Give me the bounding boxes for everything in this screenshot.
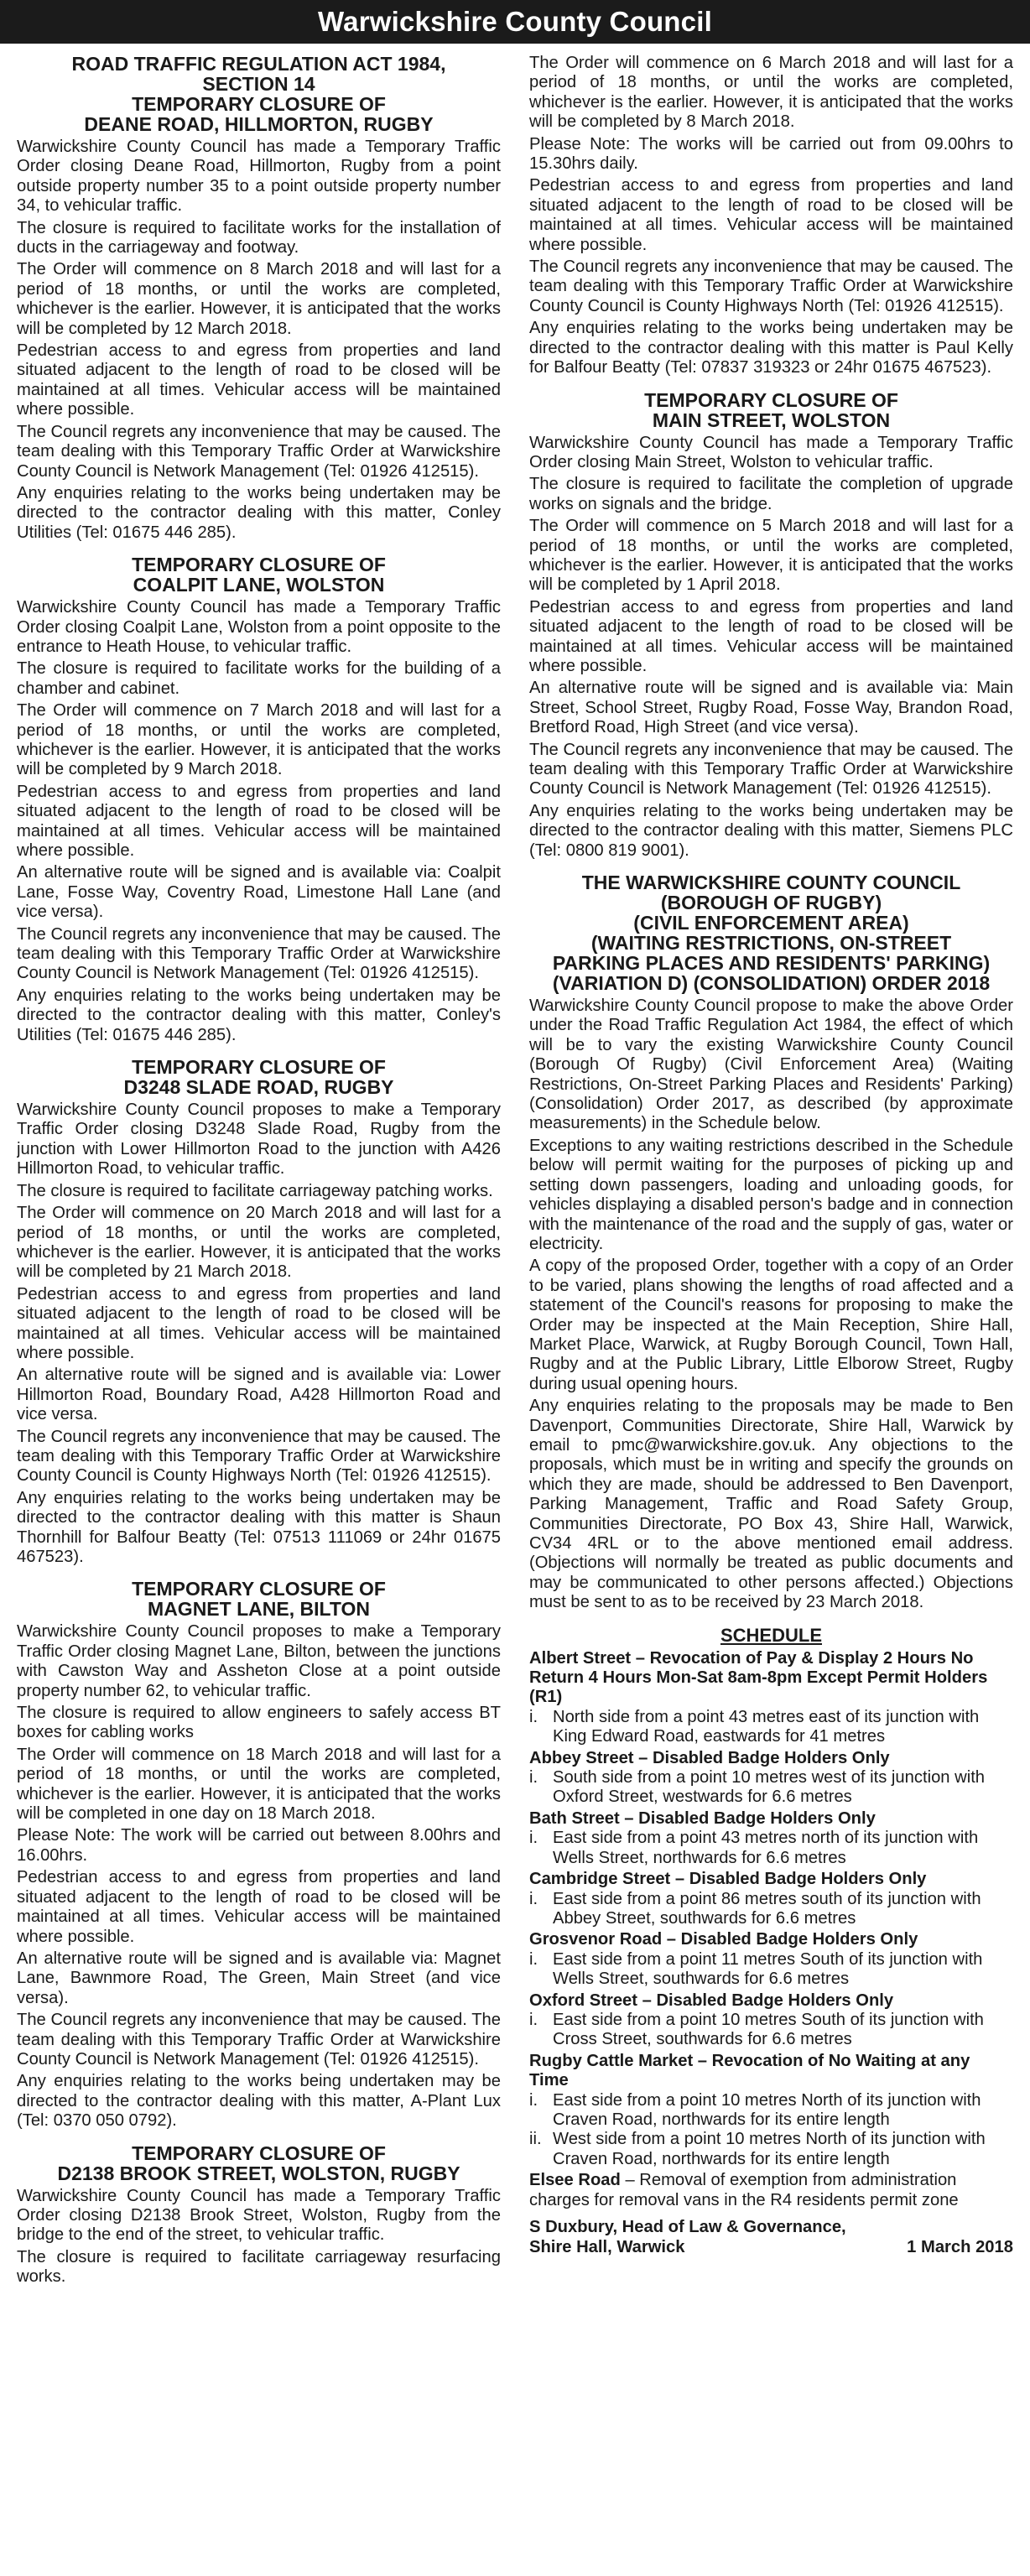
notice xyxy=(17,1579,501,2131)
notice-paragraph: Warwickshire County Council has made a Temporary Traffic Order closing Main Street, Wolston to vehicular traffic. xyxy=(529,433,1013,471)
notice-paragraph: The Council regrets any inconvenience that may be caused. The team dealing with this Temporary Traffic Order at Warwickshire County Council is Network Management (Tel: 01926 412515). xyxy=(17,2011,501,2069)
notice-heading-line: COALPIT LANE, WOLSTON xyxy=(133,574,385,596)
schedule-item xyxy=(529,1930,1013,1989)
notice-heading xyxy=(17,554,501,595)
notice-paragraph: The Order will commence on 6 March 2018 and will last for a period of 18 months, or until the works are completed, whichever is the earlier. However, it is anticipated that the works will be completed by 8 March 2018. xyxy=(529,54,1013,132)
schedule-entry-text: East side from a point 86 metres south of its junction with Abbey Street, southwards for 6.6 metres xyxy=(553,1889,981,1928)
notice-paragraph: The Order will commence on 7 March 2018 and will last for a period of 18 months, or until the works are completed, whichever is the earlier. However, it is anticipated that the works will be completed by 9 March 2018. xyxy=(17,701,501,779)
schedule-entry-text: East side from a point 10 metres South of its junction with Cross Street, southwards for 6.6 metres xyxy=(553,2010,984,2049)
schedule-entry-text: East side from a point 11 metres South of its junction with Wells Street, southwards for 6.6 metres xyxy=(553,1949,983,1989)
schedule-title: SCHEDULE xyxy=(720,1624,822,1646)
notice-paragraph: The Order will commence on 20 March 2018 and will last for a period of 18 months, or until the works are completed, whichever is the earlier. However, it is anticipated that the works will be completed by 21 March 2018. xyxy=(17,1204,501,1282)
notice-heading xyxy=(17,1057,501,1097)
notice-heading-line: ROAD TRAFFIC REGULATION ACT 1984, xyxy=(71,54,446,75)
signoff-date: 1 March 2018 xyxy=(907,2238,1013,2256)
notice-paragraph: Any enquiries relating to the works being undertaken may be directed to the contractor dealing with this matter, Conley Utilities (Tel: 01675 446 285). xyxy=(17,483,501,542)
schedule-item-heading xyxy=(529,2052,1013,2091)
notice-paragraph: The closure is required to facilitate carriageway resurfacing works. xyxy=(17,2247,501,2287)
notice-paragraph: Pedestrian access to and egress from properties and land situated adjacent to the length of road to be closed will be maintained at all times. Vehicular access will be maintained where possible. xyxy=(17,1284,501,1362)
schedule-item-heading xyxy=(529,1870,1013,1889)
notice xyxy=(17,1057,501,1567)
notice-heading xyxy=(529,390,1013,430)
notice-paragraph: Pedestrian access to and egress from properties and land situated adjacent to the length of road to be closed will be maintained at all times. Vehicular access will be maintained where possible. xyxy=(529,597,1013,675)
notice-paragraph: Any enquiries relating to the works being undertaken may be directed to the contractor dealing with this matter is Shaun Thornhill for Balfour Beatty (Tel: 07513 111069 or 24hr 01675 467523). xyxy=(17,1488,501,1566)
schedule-entry xyxy=(529,1950,1013,1990)
notice-paragraph: The closure is required to facilitate carriageway patching works. xyxy=(17,1181,493,1200)
notice-paragraph: Please Note: The works will be carried out from 09.00hrs to 15.30hrs daily. xyxy=(529,134,1013,174)
signoff-name: S Duxbury, Head of Law & Governance, xyxy=(529,2218,846,2236)
schedule-entry xyxy=(529,2091,1013,2131)
schedule-item-heading xyxy=(529,1649,1013,1708)
schedule-street: Rugby Cattle Market – Revocation of No Waiting at any Time xyxy=(529,2051,970,2090)
notice-paragraph: Warwickshire County Council has made a Temporary Traffic Order closing D2138 Brook Street, Wolston, Rugby from the bridge to the end of the street, to vehicular traffic. xyxy=(17,2186,501,2245)
schedule-item-heading xyxy=(529,1930,1013,1949)
notice-heading-line: THE WARWICKSHIRE COUNTY COUNCIL xyxy=(581,872,961,894)
notice-paragraph: The closure is required to allow engineers to safely access BT boxes for cabling works xyxy=(17,1704,501,1742)
notice xyxy=(17,554,501,1045)
notice-paragraph: Pedestrian access to and egress from properties and land situated adjacent to the length of road to be closed will be maintained at all times. Vehicular access will be maintained where possible. xyxy=(529,176,1013,254)
schedule-item xyxy=(529,2052,1013,2169)
schedule-entry xyxy=(529,2011,1013,2050)
notice-paragraph: An alternative route will be signed and is available via: Coalpit Lane, Fosse Way, Coventry Road, Limestone Hall Lane (and vice versa). xyxy=(17,863,501,922)
schedule-item xyxy=(529,1749,1013,1808)
schedule-item-heading xyxy=(529,1749,1013,1768)
notice-paragraph: Any enquiries relating to the works being undertaken may be directed to the contractor dealing with this matter is Paul Kelly for Balfour Beatty (Tel: 07837 319323 or 24hr 01675 467523). xyxy=(529,319,1013,377)
notice-heading-line: SECTION 14 xyxy=(202,73,315,95)
schedule-street: Grosvenor Road – Disabled Badge Holders Only xyxy=(529,1930,918,1949)
right-notices xyxy=(529,54,1013,1613)
notice-heading-line: TEMPORARY CLOSURE OF xyxy=(132,554,386,576)
schedule-entry-number: i. xyxy=(529,1707,538,1726)
schedule-entry-text: North side from a point 43 metres east of its junction with King Edward Road, eastwards for 41 metres xyxy=(553,1707,980,1746)
notice-heading-line: (WAITING RESTRICTIONS, ON-STREET xyxy=(590,932,952,955)
notice-paragraph: Warwickshire County Council proposes to make a Temporary Traffic Order closing Magnet Lane, Bilton, between the junctions with Cawston Way and Assheton Close at a point outside property number 62, to vehicular traffic. xyxy=(17,1622,501,1700)
schedule-entry-text: South side from a point 10 metres west of its junction with Oxford Street, westwards for 6.6 metres xyxy=(553,1768,986,1807)
schedule-item xyxy=(529,2171,1013,2210)
notice-heading xyxy=(17,2143,501,2183)
notice-paragraph: Pedestrian access to and egress from properties and land situated adjacent to the length of road to be closed will be maintained at all times. Vehicular access will be maintained where possible. xyxy=(17,782,501,860)
notice xyxy=(17,2143,501,2287)
schedule-item xyxy=(529,1649,1013,1747)
notice-heading-line: TEMPORARY CLOSURE OF xyxy=(132,2141,386,2164)
notice-paragraph: The Council regrets any inconvenience that may be caused. The team dealing with this Temporary Traffic Order at Warwickshire County Council is Network Management (Tel: 01926 412515). xyxy=(17,422,501,481)
notice-heading-line: MAIN STREET, WOLSTON xyxy=(652,409,891,431)
schedule-street: Elsee Road xyxy=(529,2171,621,2190)
schedule-street: Cambridge Street – Disabled Badge Holders Only xyxy=(529,1870,927,1889)
schedule-item xyxy=(529,1991,1013,2050)
schedule-entry-number: i. xyxy=(529,2010,538,2029)
right-column xyxy=(529,54,1013,2576)
schedule-street: Albert Street – Revocation of Pay & Display 2 Hours No Return 4 Hours Mon-Sat 8am-8pm Except Permit Holders (R1) xyxy=(529,1648,988,1707)
schedule xyxy=(529,1625,1013,2210)
schedule-entry-number: i. xyxy=(529,1889,538,1908)
notice-paragraph: The closure is required to facilitate works for the installation of ducts in the carriageway and footway. xyxy=(17,218,501,258)
schedule-street: Oxford Street – Disabled Badge Holders Only xyxy=(529,1991,894,2010)
left-column xyxy=(17,54,501,2576)
notice-paragraph: Any enquiries relating to the proposals may be made to Ben Davenport, Communities Directorate, Shire Hall, Warwick by email to pmc@warwickshire.gov.uk. Any objections to the proposals, which must be in writing and specify the grounds on which they are made, should be addressed to Ben Davenport, Parking Management, Traffic and Road Safety Group, Communities Directorate, PO Box 43, Shire Hall, Warwick, CV34 4RL or to the above mentioned email address. (Objections will normally be treated as public documents and may be communicated to other persons affected.) Objections must be sent to as to be received by 23 March 2018. xyxy=(529,1397,1013,1612)
schedule-entry-number: i. xyxy=(529,1829,538,1848)
schedule-entry-text: East side from a point 43 metres north of its junction with Wells Street, northwards for 6.6 metres xyxy=(553,1829,979,1867)
notice-paragraph: Warwickshire County Council proposes to make a Temporary Traffic Order closing D3248 Slade Road, Rugby from the junction with Lower Hillmorton Road to the junction with A426 Hillmorton Road, to vehicular traffic. xyxy=(17,1101,501,1179)
schedule-item xyxy=(529,1870,1013,1928)
schedule-item-description: – Removal of exemption from administration charges for removal vans in the R4 residents permit zone xyxy=(529,2171,959,2209)
council-banner xyxy=(0,0,1030,44)
schedule-item-heading xyxy=(529,1809,1013,1829)
notice-paragraph: Please Note: The work will be carried out between 8.00hrs and 16.00hrs. xyxy=(17,1826,501,1865)
notice-paragraph: An alternative route will be signed and is available via: Main Street, School Street, Rugby Road, Fosse Way, Brandon Road, Bretford Road, High Street (and vice versa). xyxy=(529,679,1013,737)
notice-paragraph: The closure is required to facilitate the completion of upgrade works on signals and the bridge. xyxy=(529,475,1013,513)
schedule-entry-number: i. xyxy=(529,1768,538,1788)
schedule-item xyxy=(529,1809,1013,1868)
notice-heading-line: TEMPORARY CLOSURE OF xyxy=(132,1056,386,1079)
notice-heading-line: D2138 BROOK STREET, WOLSTON, RUGBY xyxy=(57,2162,460,2184)
notice-paragraph: Any enquiries relating to the works being undertaken may be directed to the contractor dealing with this matter, Siemens PLC (Tel: 0800 819 9001). xyxy=(529,801,1013,860)
schedule-entry xyxy=(529,2130,1013,2169)
notice-paragraph: Any enquiries relating to the works being undertaken may be directed to the contractor dealing with this matter, A-Plant Lux (Tel: 0370 050 0792). xyxy=(17,2072,501,2131)
banner-title: Warwickshire County Council xyxy=(318,6,712,37)
notice xyxy=(529,390,1013,861)
notice-paragraph: The Order will commence on 5 March 2018 and will last for a period of 18 months, or until the works are completed, whichever is the earlier. However, it is anticipated that the works will be completed by 1 April 2018. xyxy=(529,517,1013,595)
notice-paragraph: The Order will commence on 18 March 2018 and will last for a period of 18 months, or until the works are completed, whichever is the earlier. However, it is anticipated that the works will be completed in one day on 18 March 2018. xyxy=(17,1745,501,1824)
notice-paragraph: The Order will commence on 8 March 2018 and will last for a period of 18 months, or until the works are completed, whichever is the earlier. However, it is anticipated that the works will be completed by 12 March 2018. xyxy=(17,260,501,338)
schedule-entry xyxy=(529,1768,1013,1808)
notice xyxy=(529,872,1013,1613)
notice-paragraph: The Council regrets any inconvenience that may be caused. The team dealing with this Temporary Traffic Order at Warwickshire County Council is Network Management (Tel: 01926 412515). xyxy=(17,924,501,983)
notice-heading xyxy=(17,1579,501,1619)
notice-heading-line: MAGNET LANE, BILTON xyxy=(148,1598,370,1621)
schedule-street: Bath Street – Disabled Badge Holders Only xyxy=(529,1808,876,1828)
schedule-entry-text: East side from a point 10 metres North of its junction with Craven Road, northwards for its entire length xyxy=(553,2090,981,2129)
schedule-item-heading xyxy=(529,1991,1013,2011)
notice xyxy=(529,54,1013,378)
schedule-entry xyxy=(529,1890,1013,1929)
schedule-entry-text: West side from a point 10 metres North of its junction with Craven Road, northwards for its entire length xyxy=(553,2130,986,2168)
notice-paragraph: An alternative route will be signed and is available via: Magnet Lane, Bawnmore Road, The Green, Main Street (and vice versa). xyxy=(17,1949,501,2007)
notice-paragraph: Pedestrian access to and egress from properties and land situated adjacent to the length of road to be closed will be maintained at all times. Vehicular access will be maintained where possible. xyxy=(17,341,501,419)
notice-heading-line: (VARIATION D) (CONSOLIDATION) ORDER 2018 xyxy=(552,972,991,995)
notice-paragraph: Warwickshire County Council has made a Temporary Traffic Order closing Coalpit Lane, Wolston from a point opposite to the entrance to Heath House, to vehicular traffic. xyxy=(17,598,501,656)
notice-paragraph: The Council regrets any inconvenience that may be caused. The team dealing with this Temporary Traffic Order at Warwickshire County Council is Network Management (Tel: 01926 412515). xyxy=(529,740,1013,799)
schedule-entry xyxy=(529,1708,1013,1747)
schedule-entry xyxy=(529,1829,1013,1868)
notice-paragraph: Pedestrian access to and egress from properties and land situated adjacent to the length of road to be closed will be maintained at all times. Vehicular access will be maintained where possible. xyxy=(17,1868,501,1946)
notice-paragraph: The Council regrets any inconvenience that may be caused. The team dealing with this Temporary Traffic Order at Warwickshire County Council is County Highways North (Tel: 01926 412515). xyxy=(17,1427,501,1486)
notice-heading-line: PARKING PLACES AND RESIDENTS' PARKING) xyxy=(552,952,991,975)
notice-paragraph: A copy of the proposed Order, together with a copy of an Order to be varied, plans showing the lengths of road affected and a statement of the Council's reasons for proposing to make the Order may be inspected at the Main Reception, Shire Hall, Market Place, Warwick, at Rugby Borough Council, Town Hall, Rugby and at the Public Library, Little Elborow Street, Rugby during usual opening hours. xyxy=(529,1257,1013,1393)
notice-heading xyxy=(17,54,501,134)
notice-heading-line: DEANE ROAD, HILLMORTON, RUGBY xyxy=(84,113,434,135)
notice-paragraph: An alternative route will be signed and is available via: Lower Hillmorton Road, Boundary Road, A428 Hillmorton Road and vice versa. xyxy=(17,1366,501,1424)
notice-heading-line: D3248 SLADE ROAD, RUGBY xyxy=(123,1076,394,1099)
notice-heading-line: TEMPORARY CLOSURE OF xyxy=(644,388,898,411)
notice-paragraph: Any enquiries relating to the works being undertaken may be directed to the contractor dealing with this matter, Conley's Utilities (Tel: 01675 446 285). xyxy=(17,986,501,1044)
notice-heading-line: (BOROUGH OF RUGBY) xyxy=(660,892,882,914)
notice-paragraph: Warwickshire County Council has made a Temporary Traffic Order closing Deane Road, Hillmorton, Rugby from a point outside property number 35 to a point outside property number 34, to vehicular traffic. xyxy=(17,138,501,216)
notice-paragraph: Warwickshire County Council propose to make the above Order under the Road Traffic Regulation Act 1984, the effect of which will be to vary the existing Warwickshire County Council (Borough Of Rugby) (Civil Enforcement Area) (Waiting Restrictions, On-Street Parking Places and Residents' Parking) (Consolidation) Order 2017, as described (by approximate measurements) in the Schedule below. xyxy=(529,997,1013,1133)
notice-heading xyxy=(529,872,1013,993)
notice-heading-line: TEMPORARY CLOSURE OF xyxy=(132,1578,386,1600)
signoff-place: Shire Hall, Warwick xyxy=(529,2238,685,2256)
notice xyxy=(17,54,501,543)
notice-paragraph: The Council regrets any inconvenience that may be caused. The team dealing with this Temporary Traffic Order at Warwickshire County Council is County Highways North (Tel: 01926 412515). xyxy=(529,258,1013,315)
schedule-item-heading xyxy=(529,2171,1013,2210)
schedule-items xyxy=(529,1649,1013,2210)
notice-paragraph: Exceptions to any waiting restrictions described in the Schedule below will permit waiting for the purposes of picking up and setting down passengers, loading and unloading goods, for vehicles displaying a disabled person's badge and in connection with the maintenance of the road and the supply of gas, water or electricity. xyxy=(529,1136,1013,1253)
signoff-author xyxy=(529,2217,846,2257)
notice-heading-line: TEMPORARY CLOSURE OF xyxy=(132,93,386,115)
schedule-street: Abbey Street – Disabled Badge Holders Only xyxy=(529,1748,890,1767)
schedule-entry-number: i. xyxy=(529,1949,538,1969)
schedule-entry-number: ii. xyxy=(529,2130,542,2149)
notice-columns xyxy=(0,44,1030,2576)
schedule-entry-number: i. xyxy=(529,2090,538,2110)
notice-paragraph: The closure is required to facilitate works for the building of a chamber and cabinet. xyxy=(17,659,501,698)
notice-heading-line: (CIVIL ENFORCEMENT AREA) xyxy=(633,912,909,934)
signoff xyxy=(529,2217,1013,2257)
